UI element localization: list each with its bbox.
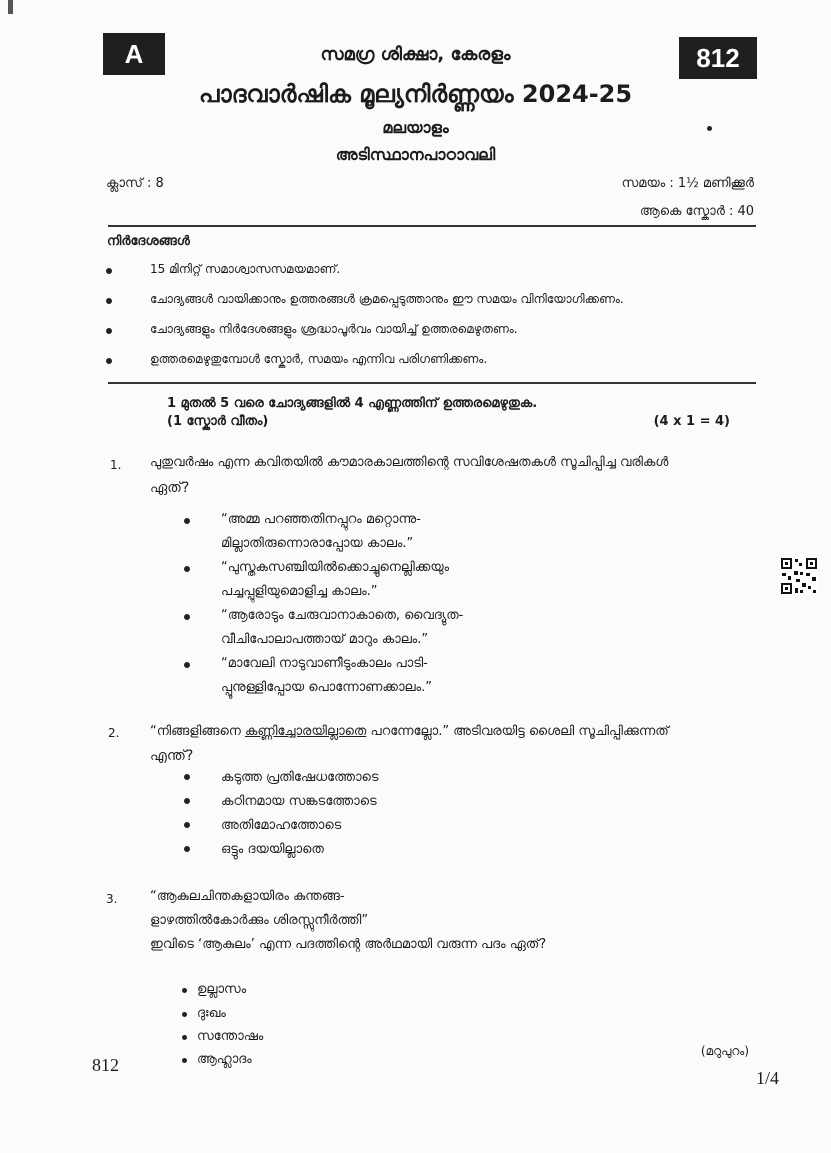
instructions-title: നിർദേശങ്ങൾ bbox=[107, 234, 190, 249]
footer-paper-code: 812 bbox=[92, 1055, 119, 1075]
option-line: “പുസ്തകസഞ്ചിയിൽക്കൊച്ചുനെല്ലിക്കയും bbox=[221, 560, 450, 575]
bullet bbox=[182, 1035, 187, 1040]
option: ഉല്ലാസം bbox=[197, 982, 247, 997]
bullet bbox=[184, 822, 190, 828]
time-label: സമയം : 1½ മണിക്കൂർ bbox=[621, 176, 754, 191]
option: കടുത്ത പ്രതിഷേധത്തോടെ bbox=[221, 770, 379, 785]
bullet bbox=[106, 358, 112, 364]
option-line: “ആരോടും ചേരുവാനാകാതെ, വൈദ്യുത- bbox=[221, 608, 464, 623]
question-text: ഏത്? bbox=[150, 480, 190, 496]
underlined-phrase: കണ്ണിച്ചോരയില്ലാതെ bbox=[244, 724, 367, 739]
section-score-each: (1 സ്കോർ വീതം) bbox=[167, 414, 269, 429]
bullet bbox=[106, 268, 112, 274]
question-number: 3. bbox=[106, 892, 118, 906]
bullet bbox=[184, 798, 190, 804]
question-number: 2. bbox=[108, 726, 120, 740]
question-text: “ആകുലചിന്തകളായിരം കുന്തങ്ങ- bbox=[150, 889, 345, 904]
textbook-title: അടിസ്ഥാനപാഠാവലി bbox=[335, 145, 496, 164]
bullet bbox=[184, 846, 190, 852]
section-instruction: 1 മുതൽ 5 വരെ ചോദ്യങ്ങളിൽ 4 എണ്ണത്തിന് ഉത്തരമെഴുതുക. bbox=[167, 396, 538, 411]
option: സന്തോഷം bbox=[197, 1029, 264, 1044]
exam-title: പാദവാർഷിക മൂല്യനിർണ്ണയം 2024-25 bbox=[198, 80, 633, 108]
option-line: “മാവേലി നാടുവാണീടുംകാലം പാടി- bbox=[221, 656, 428, 671]
option-line: വീചിപോലാപത്തായ് മാറും കാലം.” bbox=[221, 632, 429, 647]
turn-over-label: (മറുപുറം) bbox=[700, 1044, 749, 1058]
bullet bbox=[182, 988, 187, 993]
question-text: ഇവിടെ ‘ആകുലം’ എന്ന പദത്തിന്റെ അർഥമായി വരുന്ന പദം ഏത്? bbox=[150, 937, 547, 952]
question-text: ളാഴത്തിൽകോർക്കും ശിരസ്സുനീർത്തി” bbox=[150, 913, 369, 928]
scan-edge-mark bbox=[8, 0, 13, 14]
option: ദുഃഖം bbox=[197, 1006, 226, 1021]
subject-title: മലയാളം bbox=[382, 118, 449, 137]
question-text: എന്ത്? bbox=[150, 748, 194, 764]
divider-top bbox=[108, 225, 756, 227]
bullet bbox=[184, 662, 190, 668]
instruction-item: ഉത്തരമെഴുതുമ്പോൾ സ്കോർ, സമയം എന്നിവ പരിഗണിക്കണം. bbox=[150, 352, 488, 366]
divider-bottom bbox=[108, 382, 756, 384]
question-text: പുതുവർഷം എന്ന കവിതയിൽ കൗമാരകാലത്തിന്റെ സവിശേഷതകൾ സൂചിപ്പിച്ച വരികൾ bbox=[150, 455, 669, 470]
class-label: ക്ലാസ് : 8 bbox=[106, 176, 164, 191]
bullet bbox=[106, 328, 112, 334]
bullet bbox=[184, 566, 190, 572]
option-line: പച്ചപ്പുളിയുമൊളിച്ച കാലം.” bbox=[221, 584, 378, 599]
section-total: (4 x 1 = 4) bbox=[653, 414, 730, 429]
stray-dot bbox=[707, 126, 712, 131]
option-line: മില്ലാതിരുന്നൊരാപ്പോയ കാലം.” bbox=[221, 536, 414, 551]
question-text-part: “നിങ്ങളിങ്ങനെ bbox=[150, 724, 245, 739]
paper-code-badge: 812 bbox=[679, 37, 757, 79]
option: ആഹ്ലാദം bbox=[197, 1052, 252, 1067]
option-line: “അമ്മ പറഞ്ഞതിനപ്പുറം മറ്റൊന്നു- bbox=[221, 512, 421, 527]
set-code-badge: A bbox=[103, 33, 165, 75]
bullet bbox=[182, 1058, 187, 1063]
option: കഠിനമായ സങ്കടത്തോടെ bbox=[221, 794, 377, 809]
question-text-part: പറന്നേല്ലോ.” അടിവരയിട്ട ശൈലി സൂചിപ്പിക്കുന്നത് bbox=[366, 724, 669, 739]
bullet bbox=[184, 518, 190, 524]
bullet bbox=[106, 298, 112, 304]
option: ഒട്ടും ദയയില്ലാതെ bbox=[221, 842, 324, 857]
organization-title: സമഗ്ര ശിക്ഷാ, കേരളം bbox=[320, 44, 511, 65]
option-line: പ്പൂനുള്ളിപ്പോയ പൊന്നോണക്കാലം.” bbox=[221, 680, 432, 695]
page-number: 1/4 bbox=[755, 1068, 779, 1088]
bullet bbox=[184, 774, 190, 780]
instruction-item: ചോദ്യങ്ങൾ വായിക്കാനും ഉത്തരങ്ങൾ ക്രമപ്പെടുത്താനും ഈ സമയം വിനിയോഗിക്കണം. bbox=[150, 292, 624, 306]
qr-code-icon bbox=[780, 557, 818, 595]
score-label: ആകെ സ്കോർ : 40 bbox=[639, 204, 754, 219]
question-number: 1. bbox=[110, 458, 122, 472]
bullet bbox=[182, 1012, 187, 1017]
bullet bbox=[184, 614, 190, 620]
question-text bbox=[150, 719, 669, 745]
instruction-item: 15 മിനിറ്റ് സമാശ്വാസസമയമാണ്. bbox=[150, 262, 341, 276]
option: അതിമോഹത്തോടെ bbox=[221, 818, 342, 833]
instruction-item: ചോദ്യങ്ങളും നിർദേശങ്ങളും ശ്രദ്ധാപൂർവം വായിച്ച് ഉത്തരമെഴുതണം. bbox=[150, 322, 518, 336]
